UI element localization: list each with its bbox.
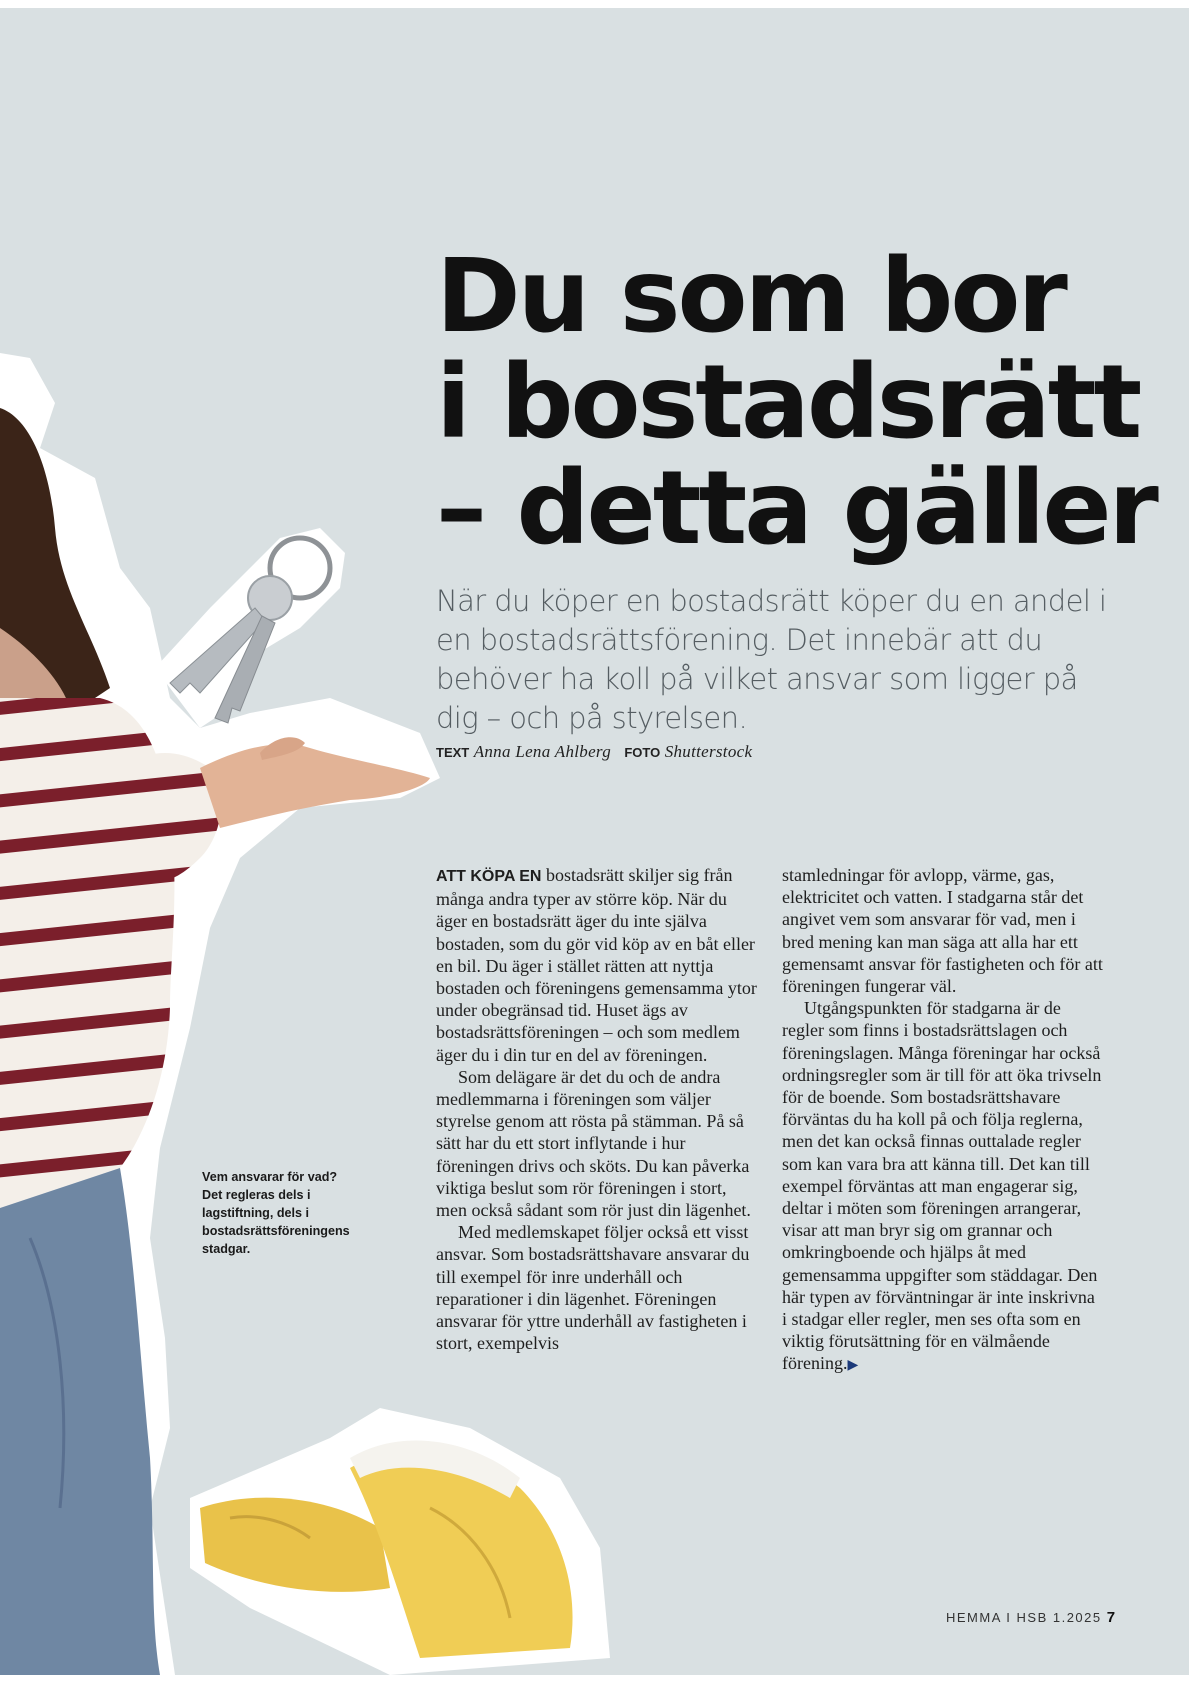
body-paragraph [782, 997, 1104, 1377]
end-mark-icon: ▶ [847, 1358, 859, 1374]
body-text: Utgångspunkten för stadgarna är de regler som finns i bostadsrättslagen och föreningslagen. Många föreningar har också ordningsregler som är till för att öka trivseln för de boende. Som bostadsrättshavare förväntas du ha koll på och följa reglerna, men det kan också finnas outtalade regler som kan vara bra att känna till. Det kan till exempel förväntas att man engagerar sig, deltar i möten som föreningen arrangerar, visar att man bryr sig om grannar och omkringboende och hjälps åt med gemensamma uppgifter som städdagar. Den här typen av förväntningar är inte inskrivna i stadgar eller regler, men ses ofta som en viktig förutsättning för en välmående förening. [782, 998, 1102, 1374]
lead-paragraph: När du köper en bostadsrätt köper du en andel i en bostadsrättsförening. Det innebär att du behöver ha koll på vilket ansvar som ligger på dig – och på styrelsen. [436, 584, 1107, 735]
folio [946, 1609, 1166, 1626]
body-paragraph: stamledningar för avlopp, värme, gas, elektricitet och vatten. I stadgarna står det angivet vem som ansvarar för vad, men i bred mening kan man säga att alla har ett gemensamt ansvar för fastigheten och för att föreningen fungerar väl. [782, 865, 1103, 997]
title-line-2: i bostadsrätt [436, 343, 1140, 462]
magazine-page [0, 8, 1189, 1675]
title-line-3: – detta gäller [436, 449, 1156, 568]
byline-photographer: Shutterstock [664, 742, 753, 761]
article-title [436, 237, 1156, 568]
body-paragraph: Som delägare är det du och de andra medlemmarna i föreningen som väljer styrelse genom att rösta på stämman. På så sätt har du ett stort inflytande i hur föreningen drivs och sköts. Du kan påverka viktiga beslut som rör föreningen i stort, men också sådant som rör just din lägenhet. [436, 1066, 751, 1221]
byline-photo-label: FOTO [624, 745, 661, 760]
image-caption: Vem ansvarar för vad? Det regleras dels i lagstiftning, dels i bostadsrättsföreningens stadgar. [202, 1170, 350, 1256]
page-number: 7 [1106, 1609, 1116, 1626]
folio-magazine: HEMMA I HSB 1.2025 [946, 1610, 1102, 1625]
gloves-image [190, 1408, 610, 1675]
byline-author: Anna Lena Ahlberg [473, 742, 612, 761]
body-paragraph [436, 864, 758, 1066]
body-paragraph: Med medlemskapet följer också ett visst ansvar. Som bostadsrättshavare ansvarar du till exempel för inre underhåll och reparationer i din lägenhet. Föreningen ansvarar för yttre underhåll av fastigheten i stort, exempelvis [436, 1222, 750, 1354]
body-column-1 [436, 864, 758, 1354]
keys-image [155, 528, 345, 728]
byline-text-label: TEXT [436, 745, 470, 760]
body-text: bostadsrätt skiljer sig från många andra typer av större köp. När du äger en bostadsrätt äger du inte själva bostaden, som du gör vid köp av en båt eller en bil. Du äger i stället rätten att nyttja bostaden och föreningens gemensamma ytor under obegränsad tid. Huset ägs av bostadsrättsföreningen – och som medlem äger du i din tur en del av föreningen. [436, 865, 757, 1065]
kicker: ATT KÖPA EN [436, 868, 542, 885]
byline [436, 742, 1036, 762]
title-line-1: Du som bor [436, 237, 1065, 356]
body-column-2 [782, 864, 1104, 1378]
